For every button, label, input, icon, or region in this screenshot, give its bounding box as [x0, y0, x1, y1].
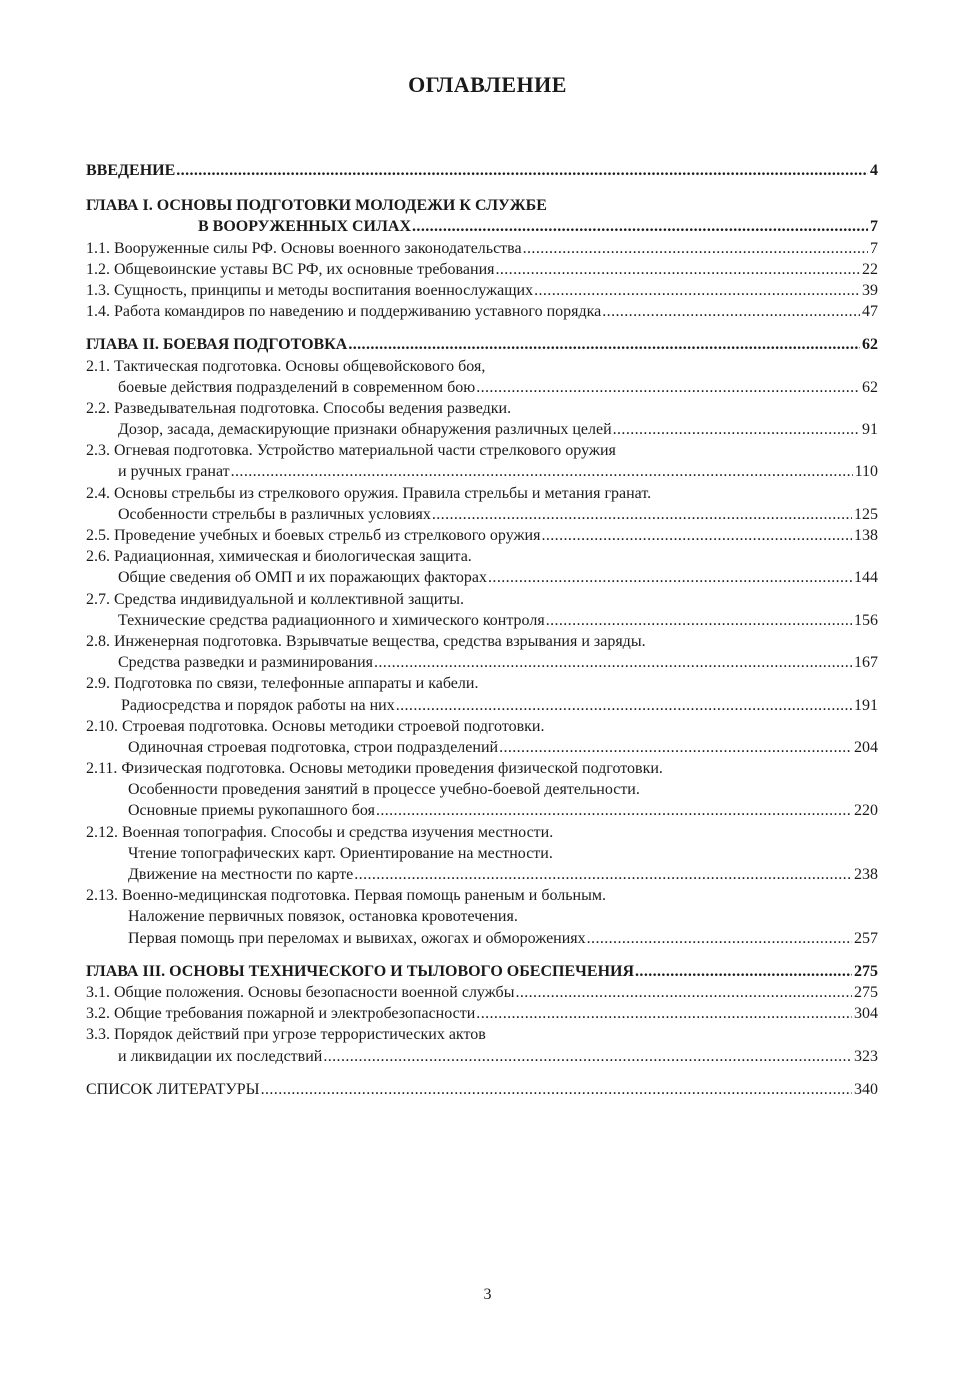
toc-entry-label: Первая помощь при переломах и вывихах, ожогах и обморожениях — [128, 929, 586, 947]
toc-page-number: 323 — [854, 1047, 878, 1065]
dot-leader — [374, 652, 852, 673]
toc-entry-2-13-cont2[interactable] — [86, 928, 878, 949]
toc-entry-2-1[interactable] — [86, 356, 878, 377]
toc-page-number: 138 — [854, 527, 878, 544]
dot-leader — [587, 928, 852, 949]
toc-entry-2-6[interactable] — [86, 546, 878, 567]
dot-leader — [412, 216, 868, 237]
toc-page-number: 91 — [862, 421, 878, 439]
toc-page-number: 257 — [854, 929, 878, 947]
dot-leader — [261, 1079, 852, 1100]
toc-entry-label: Радиосредства и порядок работы на них — [121, 696, 395, 714]
dot-leader — [541, 525, 852, 546]
toc-entry-2-10[interactable] — [86, 716, 878, 737]
dot-leader — [348, 334, 860, 355]
chapter-3-heading[interactable] — [86, 961, 878, 982]
toc-page-number: 22 — [862, 260, 878, 278]
toc-entry-label: Технические средства радиационного и химического контроля — [118, 611, 545, 629]
dot-leader — [476, 1003, 852, 1024]
toc-entry-label: ГЛАВА III. ОСНОВЫ ТЕХНИЧЕСКОГО И ТЫЛОВОГО ОБЕСПЕЧЕНИЯ — [86, 962, 635, 980]
toc-entry-3-1[interactable] — [86, 982, 878, 1003]
toc-entry-3-2[interactable] — [86, 1003, 878, 1024]
toc-entry-label: 1.3. Сущность, принципы и методы воспитания военнослужащих — [86, 281, 534, 299]
toc-entry-2-13-cont[interactable] — [86, 906, 878, 927]
toc-entry-label: ГЛАВА I. ОСНОВЫ ПОДГОТОВКИ МОЛОДЕЖИ К СЛУЖБЕ — [86, 197, 547, 215]
toc-entry-2-6-cont[interactable] — [86, 567, 878, 588]
toc-entry-label: 2.3. Огневая подготовка. Устройство материальной части стрелкового оружия — [86, 442, 616, 460]
dot-leader — [495, 259, 860, 280]
toc-entry-label: 2.2. Разведывательная подготовка. Способы ведения разведки. — [86, 399, 512, 417]
toc-page-number: 125 — [854, 505, 878, 523]
toc-entry-label: ГЛАВА II. БОЕВАЯ ПОДГОТОВКА — [86, 336, 348, 354]
toc-entry-label: 2.7. Средства индивидуальной и коллективной защиты. — [86, 590, 464, 608]
dot-leader — [231, 461, 853, 482]
toc-entry-label: 2.4. Основы стрельбы из стрелкового оружия. Правила стрельбы и метания гранат. — [86, 484, 652, 502]
dot-leader — [602, 301, 860, 322]
toc-entry-label: Общие сведения об ОМП и их поражающих факторах — [118, 569, 488, 587]
toc-page-number: 275 — [854, 962, 878, 980]
toc-entry-2-7-cont[interactable] — [86, 610, 878, 631]
toc-entry-2-5[interactable] — [86, 525, 878, 546]
chapter-2-heading[interactable] — [86, 334, 878, 355]
toc-entry-label: Основные приемы рукопашного боя — [128, 802, 375, 820]
toc-entry-label: 2.6. Радиационная, химическая и биологическая защита. — [86, 548, 472, 566]
toc-entry-2-7[interactable] — [86, 589, 878, 610]
toc-page-number: 144 — [854, 569, 878, 587]
toc-entry-label: Одиночная строевая подготовка, строи подразделений — [128, 738, 499, 756]
toc-page-number: 220 — [854, 802, 878, 820]
toc-entry-label: 2.1. Тактическая подготовка. Основы общевойскового боя, — [86, 357, 486, 375]
toc-page-number: 340 — [854, 1080, 878, 1098]
toc-entry-label: Особенности стрельбы в различных условиях — [118, 505, 431, 523]
toc-entry-3-3[interactable] — [86, 1024, 878, 1045]
toc-page-number: 7 — [870, 218, 878, 236]
toc-entry-label: 2.12. Военная топография. Способы и средства изучения местности. — [86, 823, 554, 841]
toc-entry-2-3-cont[interactable] — [86, 461, 878, 482]
dot-leader — [515, 982, 852, 1003]
toc-page-number: 62 — [862, 378, 878, 396]
dot-leader — [323, 1046, 852, 1067]
toc-entry-label: Чтение топографических карт. Ориентирование на местности. — [128, 844, 553, 862]
toc-entry-label: 3.2. Общие требования пожарной и электробезопасности — [86, 1005, 476, 1023]
dot-leader — [488, 567, 852, 588]
dot-leader — [499, 737, 852, 758]
toc-entry-label: СПИСОК ЛИТЕРАТУРЫ — [86, 1080, 260, 1098]
toc-page-number: 204 — [854, 738, 878, 756]
toc-entry-label: 3.1. Общие положения. Основы безопасности военной службы — [86, 983, 515, 1001]
toc-entry-label: ВВЕДЕНИЕ — [86, 162, 176, 179]
dot-leader — [613, 419, 860, 440]
toc-page-number: 156 — [854, 611, 878, 629]
toc-page-number: 238 — [854, 866, 878, 883]
toc-entry-2-9-cont[interactable] — [86, 695, 878, 716]
chapter-1-heading-cont[interactable] — [86, 216, 878, 237]
toc-page-number: 110 — [854, 463, 878, 481]
toc-entry-label: 2.5. Проведение учебных и боевых стрельб из стрелкового оружия — [86, 527, 541, 544]
toc-entry-label: Движение на местности по карте — [128, 866, 354, 883]
toc-entry-2-12-cont[interactable] — [86, 843, 878, 864]
page-title: ОГЛАВЛЕНИЕ — [408, 72, 567, 97]
toc-page-number: 39 — [862, 281, 878, 299]
dot-leader — [432, 504, 852, 525]
toc-entry-2-2-cont[interactable] — [86, 419, 878, 440]
dot-leader — [176, 160, 868, 181]
toc-entry-label: 1.1. Вооруженные силы РФ. Основы военного законодательства — [86, 239, 522, 257]
toc-entry-2-11[interactable] — [86, 758, 878, 779]
dot-leader — [376, 800, 852, 821]
toc-entry-2-8[interactable] — [86, 631, 878, 652]
toc-page-number: 304 — [854, 1005, 878, 1023]
toc-entry-label: 2.9. Подготовка по связи, телефонные аппараты и кабели. — [86, 675, 479, 693]
toc-entry-2-11-cont[interactable] — [86, 779, 878, 800]
toc-entry-label: и ручных гранат — [118, 463, 230, 481]
dot-leader — [635, 961, 852, 982]
toc-entry-2-4[interactable] — [86, 483, 878, 504]
toc-entry-intro[interactable] — [86, 160, 878, 181]
toc-page-number: 7 — [870, 239, 878, 257]
toc-entry-2-10-cont[interactable] — [86, 737, 878, 758]
toc-page-number: 167 — [854, 654, 878, 672]
toc-entry-2-9[interactable] — [86, 673, 878, 694]
toc-entry-2-11-cont2[interactable] — [86, 800, 878, 821]
dot-leader — [523, 238, 868, 259]
toc-page-number: 4 — [870, 162, 878, 179]
toc-entry-label: боевые действия подразделений в современном бою — [118, 378, 476, 396]
toc-entry-2-12[interactable] — [86, 822, 878, 843]
dot-leader — [546, 610, 852, 631]
toc-entry-label: 2.10. Строевая подготовка. Основы методики строевой подготовки. — [86, 717, 545, 735]
toc-entry-label: и ликвидации их последствий — [118, 1047, 323, 1065]
toc-page-number: 191 — [854, 696, 878, 714]
toc-entry-label: В ВООРУЖЕННЫХ СИЛАХ — [198, 218, 412, 236]
toc-entry-label: 1.4. Работа командиров по наведению и поддерживанию уставного порядка — [86, 303, 602, 321]
dot-leader — [534, 280, 860, 301]
toc-entry-references[interactable] — [86, 1079, 878, 1100]
dot-leader — [354, 864, 852, 885]
toc-entry-label: 2.13. Военно-медицинская подготовка. Первая помощь раненым и больным. — [86, 887, 606, 905]
toc-entry-1-2[interactable] — [86, 259, 878, 280]
toc-entry-label: Дозор, засада, демаскирующие признаки обнаружения различных целей — [118, 421, 612, 439]
toc-entry-2-12-cont2[interactable] — [86, 864, 878, 885]
toc-entry-label: 3.3. Порядок действий при угрозе террористических актов — [86, 1026, 486, 1044]
toc-page-number: 275 — [854, 983, 878, 1001]
toc-entry-1-1[interactable] — [86, 238, 878, 259]
toc-entry-2-13[interactable] — [86, 885, 878, 906]
toc-entry-2-3[interactable] — [86, 440, 878, 461]
page-number: 3 — [483, 1286, 492, 1303]
toc-entry-label: 1.2. Общевоинские уставы ВС РФ, их основные требования — [86, 260, 495, 278]
toc-entry-label: Особенности проведения занятий в процессе учебно-боевой деятельности. — [128, 781, 640, 799]
toc-page-number: 62 — [862, 336, 878, 354]
toc-entry-label: 2.8. Инженерная подготовка. Взрывчатые вещества, средства взрывания и заряды. — [86, 632, 646, 650]
chapter-1-heading[interactable] — [86, 195, 878, 216]
toc-entry-label: Средства разведки и разминирования — [118, 654, 373, 672]
toc-entry-1-4[interactable] — [86, 301, 878, 322]
toc-entry-label: 2.11. Физическая подготовка. Основы методики проведения физической подготовки. — [86, 760, 663, 778]
toc-entry-1-3[interactable] — [86, 280, 878, 301]
dot-leader — [476, 377, 860, 398]
toc-entry-label: Наложение первичных повязок, остановка кровотечения. — [128, 908, 518, 926]
toc-entry-2-8-cont[interactable] — [86, 652, 878, 673]
toc-entry-3-3-cont[interactable] — [86, 1046, 878, 1067]
toc-entry-2-2[interactable] — [86, 398, 878, 419]
dot-leader — [396, 695, 852, 716]
toc-entry-2-4-cont[interactable] — [86, 504, 878, 525]
toc-page-number: 47 — [862, 303, 878, 321]
table-of-contents — [86, 160, 878, 1100]
toc-entry-2-1-cont[interactable] — [86, 377, 878, 398]
